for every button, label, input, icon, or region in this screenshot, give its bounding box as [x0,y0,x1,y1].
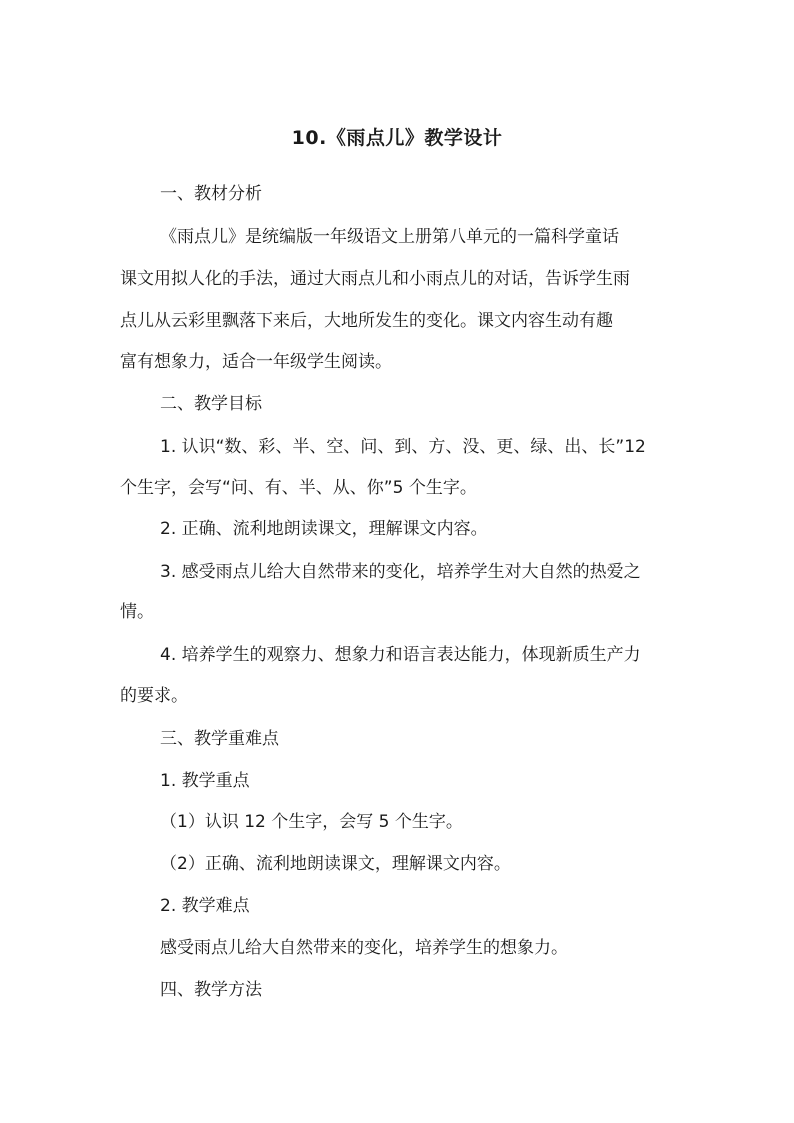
goal-item-3-cont: 情。 [120,602,154,622]
section-heading-goals: 二、教学目标 [160,394,262,414]
paragraph-line: 点儿从云彩里飘落下来后，大地所发生的变化。课文内容生动有趣 [120,311,613,331]
paragraph-line: 《雨点儿》是统编版一年级语文上册第八单元的一篇科学童话 [160,227,619,247]
difficulty-text: 感受雨点儿给大自然带来的变化，培养学生的想象力。 [160,938,568,958]
goal-item-3: 3. 感受雨点儿给大自然带来的变化，培养学生对大自然的热爱之 [160,562,641,582]
goal-item-1-cont: 个生字，会写“问、有、半、从、你”5 个生字。 [120,478,477,498]
document-title: 10.《雨点儿》教学设计 [291,127,503,149]
goal-item-1: 1. 认识“数、彩、半、空、问、到、方、没、更、绿、出、长”12 [160,437,646,457]
goal-item-4: 4. 培养学生的观察力、想象力和语言表达能力，体现新质生产力 [160,645,641,665]
subheading-difficulty: 2. 教学难点 [160,896,250,916]
section-heading-key-points: 三、教学重难点 [160,729,279,749]
paragraph-line: 课文用拟人化的手法，通过大雨点儿和小雨点儿的对话，告诉学生雨 [120,269,630,289]
paragraph-line: 富有想象力，适合一年级学生阅读。 [120,352,392,372]
section-heading-analysis: 一、教材分析 [160,184,262,204]
goal-item-4-cont: 的要求。 [120,686,188,706]
key-point-item-1: （1）认识 12 个生字，会写 5 个生字。 [160,812,463,832]
subheading-key-point: 1. 教学重点 [160,771,250,791]
goal-item-2: 2. 正确、流利地朗读课文，理解课文内容。 [160,519,488,539]
key-point-item-2: （2）正确、流利地朗读课文，理解课文内容。 [160,854,511,874]
section-heading-methods: 四、教学方法 [160,980,262,1000]
